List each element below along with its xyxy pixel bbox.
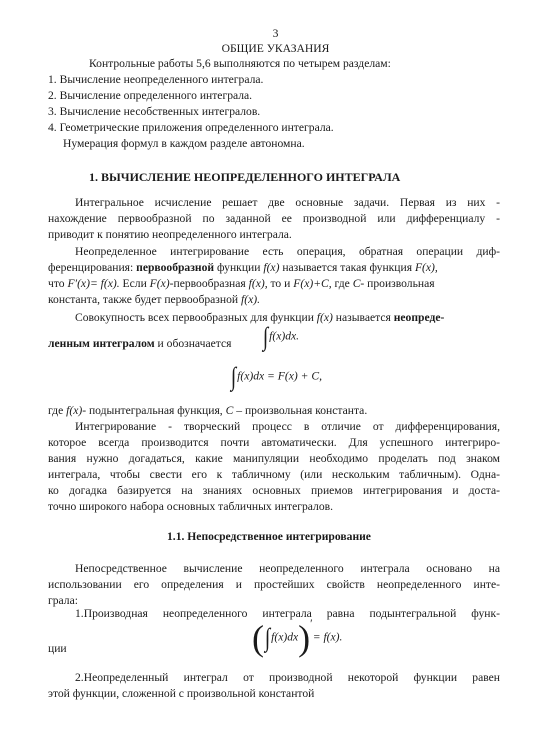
paragraph-line: ции <box>48 642 67 655</box>
integral-sign-icon: ∫ <box>230 362 237 391</box>
paragraph-line: которое всегда производится почти автоматически. Для успешного интегриро- <box>48 436 500 449</box>
math-inline: F′(x)= f(x). <box>67 277 120 290</box>
paragraph-line <box>48 405 367 417</box>
math-inline: f(x). <box>240 293 260 306</box>
term-indefinite-integral: ленным интегралом <box>48 337 155 350</box>
paragraph-line: 2.Неопределенный интеграл от производной некоторой функции равен <box>75 671 500 684</box>
text-span: константа, также будет первообразной <box>48 293 241 306</box>
text-span: и обозначается <box>154 337 232 350</box>
intro-item-2: 2. Вычисление определенного интеграла. <box>48 89 253 102</box>
paragraph-line: Неопределенное интегрирование есть операция, обратная операции диф- <box>75 245 500 258</box>
math-inline: f(x) <box>66 404 83 417</box>
paragraph-line: точно широкого набора основных табличных интегралов. <box>48 500 334 513</box>
paragraph-line: Интегрирование - творческий процесс в отличие от дифференцирования, <box>75 420 500 433</box>
derivative-formula <box>252 616 343 658</box>
paragraph-line: Непосредственное вычисление неопределенного интеграла основано на <box>75 562 500 575</box>
text-span: - подынтегральная функция, <box>82 404 226 417</box>
paragraph-line: нахождение первообразной по заданной ее производной или дифференциалу - <box>48 212 500 225</box>
intro-lead: Контрольные работы 5,6 выполняются по четырем разделам: <box>89 57 391 70</box>
math-inline: F(x), <box>414 261 438 274</box>
math-inline: F(x)+C, <box>293 277 332 290</box>
formula-text: f(x)dx. <box>269 329 300 343</box>
formula-text: = f(x). <box>312 630 343 644</box>
intro-note: Нумерация формул в каждом разделе автономна. <box>63 137 305 150</box>
paragraph-line <box>75 312 444 324</box>
paragraph-line: использовании его определения и простейших свойств неопределенного инте- <box>48 578 500 591</box>
paragraph-line: этой функции, сложенной с произвольной константой <box>48 687 315 700</box>
inline-integral-formula <box>262 324 299 350</box>
math-inline: F(x) <box>149 277 170 290</box>
text-span: где <box>331 277 353 290</box>
text-span: ференцирования: <box>48 261 137 274</box>
formula-text: f(x)dx = F(x) + C, <box>237 369 322 383</box>
page-number: 3 <box>272 27 279 40</box>
paragraph-line: приводит к понятию неопределенного интеграла. <box>48 228 292 241</box>
paragraph-line: Интегральное исчисление решает две основные задачи. Первая из них - <box>75 196 500 209</box>
term-indefinite-integral: неопреде- <box>393 311 445 324</box>
text-span: называется <box>332 311 394 324</box>
intro-title: ОБЩИЕ УКАЗАНИЯ <box>221 42 330 55</box>
text-span: -первообразная <box>169 277 249 290</box>
paragraph-line: интеграла, чтобы свести его к табличному (или нескольким табличным). Одна- <box>48 468 500 481</box>
paragraph-line: ко догадка базируется на знаниях основных приемов интегрирования и доста- <box>48 484 500 497</box>
paragraph-line <box>48 338 231 350</box>
math-inline: C <box>225 404 234 417</box>
text-span: где <box>48 404 67 417</box>
text-span: Если <box>119 277 150 290</box>
left-paren-icon: ( <box>252 618 264 658</box>
text-span: - произвольная <box>360 277 435 290</box>
prime-mark: ′ <box>310 616 313 630</box>
text-span: – произвольная константа. <box>233 404 368 417</box>
intro-item-3: 3. Вычисление несобственных интегралов. <box>48 105 261 118</box>
paragraph-line <box>48 262 500 274</box>
math-inline: f(x) <box>263 261 280 274</box>
text-span: называется такая функция <box>279 261 415 274</box>
paragraph-line: 1.Производная неопределенного интеграла равна подынтегральной функ- <box>75 607 500 620</box>
math-inline: C <box>352 277 361 290</box>
text-span: то и <box>267 277 294 290</box>
integral-sign-icon: ∫ <box>264 623 271 652</box>
subsection-heading: 1.1. Непосредственное интегрирование <box>167 530 371 543</box>
paragraph-line: вания нужно догадаться, какие манипуляции необходимо проделать под знаком <box>48 452 500 465</box>
text-span: что <box>48 277 68 290</box>
term-primitive: первообразной <box>136 261 215 274</box>
text-span: Совокупность всех первообразных для функции <box>75 311 317 324</box>
right-paren-icon: ) <box>298 618 311 658</box>
math-inline: f(x), <box>248 277 268 290</box>
paragraph-line <box>48 278 500 290</box>
math-inline: f(x) <box>316 311 333 324</box>
integral-sign-icon: ∫ <box>262 322 269 351</box>
intro-item-4: 4. Геометрические приложения определенного интеграла. <box>48 121 334 134</box>
text-span: функции <box>214 261 264 274</box>
paragraph-line: грала: <box>48 594 78 607</box>
display-formula <box>230 364 322 390</box>
section-heading: 1. ВЫЧИСЛЕНИЕ НЕОПРЕДЕЛЕННОГО ИНТЕГРАЛА <box>89 170 401 184</box>
intro-item-1: 1. Вычисление неопределенного интеграла. <box>48 73 264 86</box>
paragraph-line <box>48 294 260 306</box>
formula-text: f(x)dx <box>271 630 299 644</box>
